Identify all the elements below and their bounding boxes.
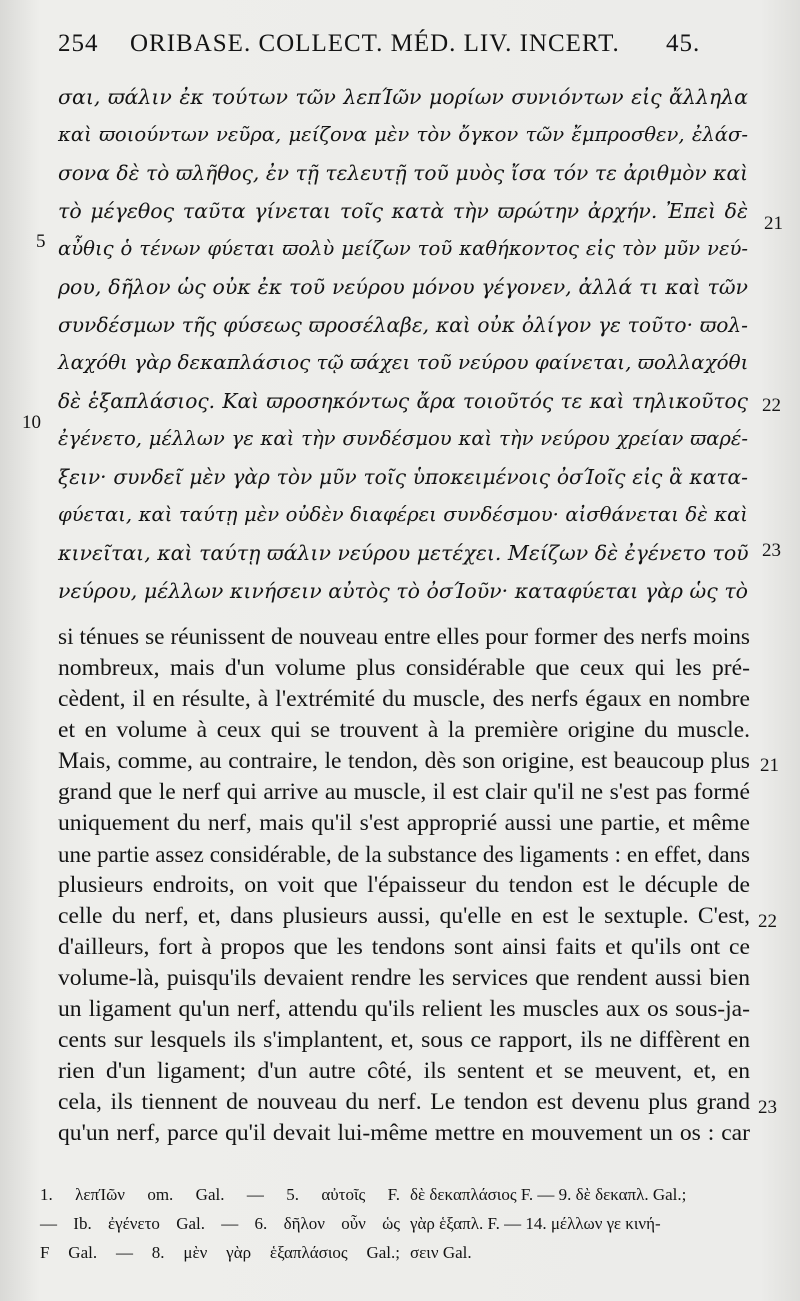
greek-line: κινεῖται, καὶ ταύτῃ ϖάλιν νεύρου μετέχει. Μείζων δὲ ἐγένετο τοῦ [58, 541, 749, 565]
greek-line: σαι, ϖάλιν ἐκ τούτων τῶν λεπΊῶν μορίων συνιόντων εἰς ἄλληλα [58, 85, 748, 109]
greek-line: σονα δὲ τὸ ϖλῆθος, ἐν τῇ τελευτῇ τοῦ μυὸς ἴσα τόν τε ἀριθμὸν καὶ [58, 161, 748, 185]
line-number-5: 5 [36, 231, 46, 252]
french-line: un ligament qu'un nerf, attendu qu'ils relient les muscles aux os sous-ja- [58, 996, 750, 1022]
running-title: ORIBASE. COLLECT. MÉD. LIV. INCERT. [130, 30, 620, 57]
running-header [58, 30, 718, 64]
french-section-number-23: 23 [758, 1097, 777, 1118]
french-section-number-22: 22 [758, 911, 777, 932]
french-line: et en volume à ceux qui se trouvent à la première origine du muscle. [58, 717, 750, 743]
french-line: Mais, comme, au contraire, le tendon, dès son origine, est beaucoup plus [58, 748, 750, 774]
footnotes [40, 1180, 770, 1270]
footnote-line: δὲ δεκαπλάσιος F. — 9. δὲ δεκαπλ. Gal.; [410, 1185, 687, 1204]
french-line: celle du nerf, et, dans plusieurs aussi, qu'elle en est le sextuple. C'est, [58, 903, 750, 929]
greek-line: ρου, δῆλον ὡς οὐκ ἐκ τοῦ νεύρου μόνου γέγονεν, ἀλλά τι καὶ τῶν [58, 275, 748, 299]
greek-section-number-22: 22 [762, 395, 781, 416]
french-line: d'ailleurs, fort à propos que les tendons sont ainsi faits et qu'ils ont ce [58, 934, 750, 960]
section-number: 45. [666, 30, 701, 57]
footnote-line: 1. λεπΊῶν om. Gal. — 5. αὐτοῖς F. [40, 1185, 400, 1204]
footnote-line: — Ib. ἐγένετο Gal. — 6. δῆλον οὖν ὡς [40, 1214, 400, 1233]
french-line: cèdent, il en résulte, à l'extrémité du muscle, des nerfs égaux en nombre [58, 686, 750, 712]
footnote-line: F Gal. — 8. μὲν γὰρ ἑξαπλάσιος Gal.; [40, 1243, 400, 1262]
french-line: cela, ils tiennent de nouveau du nerf. Le tendon est devenu plus grand [58, 1089, 750, 1115]
greek-line: καὶ ϖοιούντων νεῦρα, μείζονα μὲν τὸν ὄγκον τῶν ἔμπροσθεν, ἐλάσ- [58, 123, 748, 146]
french-line: nombreux, mais d'un volume plus considérable que ceux qui les pré- [58, 655, 750, 681]
footnote-line: σειν Gal. [410, 1243, 472, 1262]
greek-line: τὸ μέγεθος ταῦτα γίνεται τοῖς κατὰ τὴν ϖρώτην ἀρχήν. Ἐπεὶ δὲ [58, 199, 748, 223]
french-line: volume-là, puisqu'ils devaient rendre les services que rendent aussi bien [58, 965, 750, 991]
french-line: une partie assez considérable, de la substance des ligaments : en effet, dans [58, 842, 750, 867]
greek-line: αὖθις ὁ τένων φύεται ϖολὺ μείζων τοῦ καθήκοντος εἰς τὸν μῦν νεύ- [58, 237, 748, 260]
french-line: plusieurs endroits, on voit que l'épaisseur du tendon est le décuple de [58, 872, 750, 898]
footnotes-right-column [410, 1180, 770, 1267]
greek-line: νεύρου, μέλλων κινήσειν αὐτὸς τὸ ὀσΊοῦν· καταφύεται γὰρ ὡς τὸ [58, 579, 748, 603]
french-section-number-21: 21 [760, 755, 779, 776]
greek-section-number-23: 23 [762, 540, 781, 561]
page-number: 254 [58, 30, 99, 57]
french-line: si ténues se réunissent de nouveau entre elles pour former des nerfs moins [58, 624, 750, 650]
french-line: rien d'un ligament; d'un autre côté, ils sentent et se meuvent, et, en [58, 1058, 750, 1084]
greek-section-number-21: 21 [764, 213, 783, 234]
line-number-10: 10 [22, 412, 41, 433]
french-line: cents sur lesquels ils s'implantent, et, sous ce rapport, ils ne diffèrent en [58, 1027, 750, 1053]
greek-line: συνδέσμων τῆς φύσεως ϖροσέλαβε, καὶ οὐκ ὀλίγον γε τοῦτο· ϖολ- [58, 313, 748, 337]
greek-line: δὲ ἑξαπλάσιος. Καὶ ϖροσηκόντως ἄρα τοιοῦτός τε καὶ τηλικοῦτος [58, 389, 748, 413]
french-line: uniquement du nerf, mais qu'il s'est approprié aussi une partie, et même [58, 810, 750, 836]
greek-line: ξειν· συνδεῖ μὲν γὰρ τὸν μῦν τοῖς ὑποκειμένοις ὀσΊοῖς εἰς ἃ κατα- [58, 465, 748, 489]
french-line: qu'un nerf, parce qu'il devait lui-même mettre en mouvement un os : car [58, 1120, 750, 1146]
greek-line: λαχόθι γὰρ δεκαπλάσιος τῷ ϖάχει τοῦ νεύρου φαίνεται, ϖολλαχόθι [58, 351, 749, 374]
french-line: grand que le nerf qui arrive au muscle, il est clair qu'il ne s'est pas formé [58, 779, 750, 805]
greek-line: φύεται, καὶ ταύτῃ μὲν οὐδὲν διαφέρει συνδέσμου· αἰσθάνεται δὲ καὶ [58, 503, 748, 526]
greek-line: ἐγένετο, μέλλων γε καὶ τὴν συνδέσμου καὶ τὴν νεύρου χρείαν ϖαρέ- [58, 427, 748, 450]
footnote-line: γὰρ ἑξαπλ. F. — 14. μέλλων γε κινή- [410, 1214, 661, 1233]
footnotes-left-column [40, 1180, 400, 1267]
